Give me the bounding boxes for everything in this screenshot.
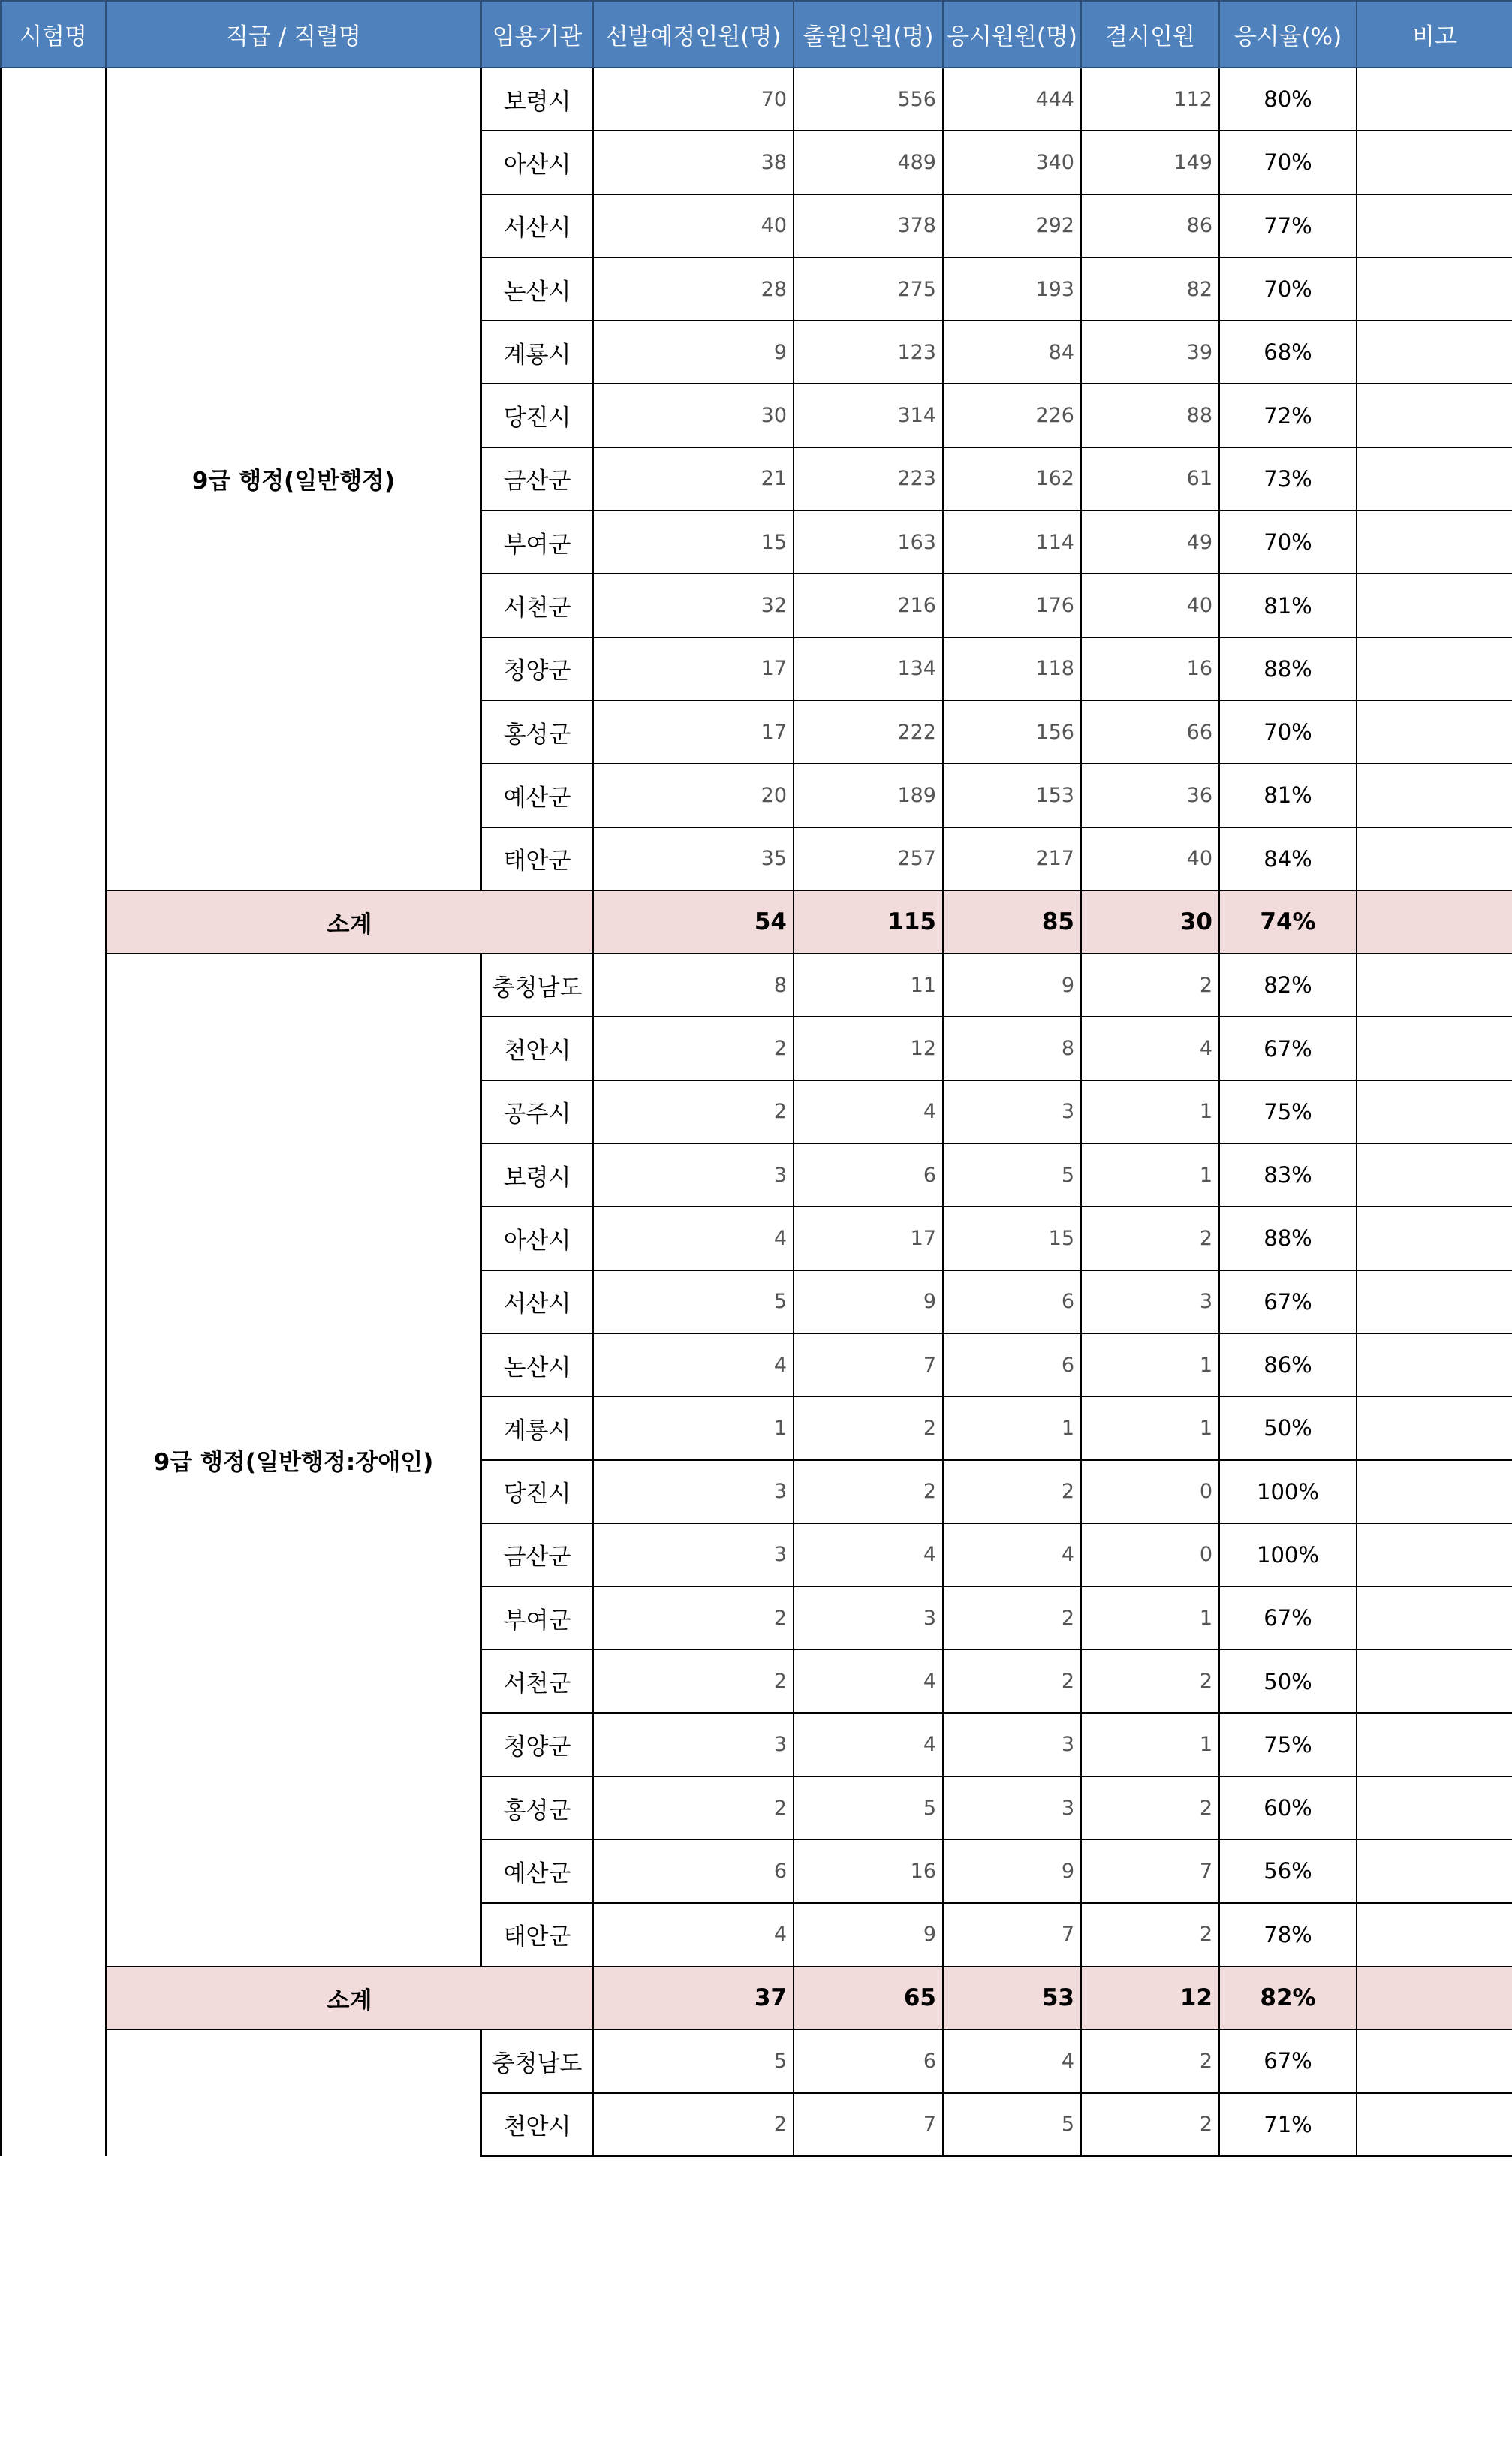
- subtotal-row: [1, 890, 1512, 953]
- examinees-cell: 3: [943, 1776, 1081, 1839]
- applicants-cell: 4: [794, 1523, 943, 1586]
- header-absentees: 결시인원: [1081, 1, 1219, 68]
- header-attendance-rate: 응시율(%): [1219, 1, 1357, 68]
- organization-cell: 계룡시: [481, 321, 593, 384]
- attendance-rate-cell: 50%: [1219, 1396, 1357, 1459]
- organization-cell: 서천군: [481, 1649, 593, 1712]
- remarks-cell: [1357, 700, 1512, 764]
- applicants-cell: 4: [794, 1649, 943, 1712]
- organization-cell: 충청남도: [481, 2029, 593, 2092]
- attendance-rate-cell: 88%: [1219, 1206, 1357, 1270]
- applicants-cell: 134: [794, 637, 943, 700]
- attendance-rate-cell: 77%: [1219, 194, 1357, 258]
- planned-selection-cell: 4: [593, 1903, 794, 1966]
- examinees-cell: 292: [943, 194, 1081, 258]
- absentees-cell: 1: [1081, 1080, 1219, 1143]
- absentees-cell: 1: [1081, 1143, 1219, 1206]
- examinees-cell: 3: [943, 1713, 1081, 1776]
- planned-selection-cell: 17: [593, 637, 794, 700]
- attendance-rate-cell: 86%: [1219, 1333, 1357, 1396]
- remarks-cell: [1357, 1903, 1512, 1966]
- attendance-rate-cell: 70%: [1219, 131, 1357, 194]
- examinees-cell: 444: [943, 68, 1081, 131]
- examinees-cell: 193: [943, 258, 1081, 321]
- planned-selection-cell: 17: [593, 700, 794, 764]
- subtotal-absentees: 12: [1081, 1966, 1219, 2029]
- subtotal-remarks: [1357, 1966, 1512, 2029]
- table-header: [1, 1, 1512, 68]
- applicants-cell: 378: [794, 194, 943, 258]
- examinees-cell: 6: [943, 1270, 1081, 1333]
- applicants-cell: 12: [794, 1017, 943, 1080]
- header-applicants: 출원인원(명): [794, 1, 943, 68]
- applicants-cell: 9: [794, 1270, 943, 1333]
- header-planned-selection: 선발예정인원(명): [593, 1, 794, 68]
- absentees-cell: 40: [1081, 574, 1219, 637]
- attendance-rate-cell: 68%: [1219, 321, 1357, 384]
- organization-cell: 홍성군: [481, 700, 593, 764]
- remarks-cell: [1357, 1143, 1512, 1206]
- remarks-cell: [1357, 637, 1512, 700]
- attendance-rate-cell: 78%: [1219, 1903, 1357, 1966]
- remarks-cell: [1357, 1017, 1512, 1080]
- planned-selection-cell: 8: [593, 953, 794, 1017]
- planned-selection-cell: 15: [593, 511, 794, 574]
- subtotal-applicants: 65: [794, 1966, 943, 2029]
- examinees-cell: 340: [943, 131, 1081, 194]
- organization-cell: 서산시: [481, 194, 593, 258]
- planned-selection-cell: 5: [593, 2029, 794, 2092]
- absentees-cell: 2: [1081, 2093, 1219, 2156]
- planned-selection-cell: 2: [593, 1649, 794, 1712]
- attendance-rate-cell: 81%: [1219, 764, 1357, 827]
- attendance-rate-cell: 56%: [1219, 1839, 1357, 1902]
- examinees-cell: 2: [943, 1460, 1081, 1523]
- attendance-rate-cell: 88%: [1219, 637, 1357, 700]
- examinees-cell: 6: [943, 1333, 1081, 1396]
- subtotal-label: 소계: [106, 1966, 593, 2029]
- organization-cell: 보령시: [481, 68, 593, 131]
- applicants-cell: 489: [794, 131, 943, 194]
- examinees-cell: 176: [943, 574, 1081, 637]
- remarks-cell: [1357, 68, 1512, 131]
- absentees-cell: 2: [1081, 1776, 1219, 1839]
- applicants-cell: 11: [794, 953, 943, 1017]
- table-row: [1, 953, 1512, 1017]
- absentees-cell: 1: [1081, 1333, 1219, 1396]
- examinees-cell: 217: [943, 827, 1081, 890]
- examinees-cell: 9: [943, 953, 1081, 1017]
- attendance-rate-cell: 83%: [1219, 1143, 1357, 1206]
- absentees-cell: 1: [1081, 1586, 1219, 1649]
- subtotal-examinees: 53: [943, 1966, 1081, 2029]
- remarks-cell: [1357, 764, 1512, 827]
- examinees-cell: 156: [943, 700, 1081, 764]
- planned-selection-cell: 3: [593, 1713, 794, 1776]
- table-body: [1, 68, 1512, 2156]
- attendance-rate-cell: 70%: [1219, 258, 1357, 321]
- absentees-cell: 61: [1081, 447, 1219, 511]
- organization-cell: 아산시: [481, 131, 593, 194]
- attendance-rate-cell: 67%: [1219, 1270, 1357, 1333]
- applicants-cell: 5: [794, 1776, 943, 1839]
- remarks-cell: [1357, 511, 1512, 574]
- applicants-cell: 275: [794, 258, 943, 321]
- planned-selection-cell: 35: [593, 827, 794, 890]
- applicants-cell: 223: [794, 447, 943, 511]
- position-name-cell: 9급 행정(일반행정:장애인): [106, 953, 481, 1966]
- absentees-cell: 88: [1081, 384, 1219, 447]
- organization-cell: 논산시: [481, 258, 593, 321]
- attendance-rate-cell: 75%: [1219, 1080, 1357, 1143]
- examinees-cell: 4: [943, 1523, 1081, 1586]
- subtotal-row: [1, 1966, 1512, 2029]
- planned-selection-cell: 28: [593, 258, 794, 321]
- planned-selection-cell: 3: [593, 1143, 794, 1206]
- planned-selection-cell: 9: [593, 321, 794, 384]
- applicants-cell: 123: [794, 321, 943, 384]
- position-name-cell: 9급 행정(일반행정): [106, 68, 481, 890]
- attendance-rate-cell: 84%: [1219, 827, 1357, 890]
- remarks-cell: [1357, 1460, 1512, 1523]
- organization-cell: 예산군: [481, 1839, 593, 1902]
- organization-cell: 충청남도: [481, 953, 593, 1017]
- organization-cell: 서산시: [481, 1270, 593, 1333]
- subtotal-examinees: 85: [943, 890, 1081, 953]
- applicants-cell: 2: [794, 1460, 943, 1523]
- subtotal-remarks: [1357, 890, 1512, 953]
- remarks-cell: [1357, 2093, 1512, 2156]
- absentees-cell: 66: [1081, 700, 1219, 764]
- remarks-cell: [1357, 2029, 1512, 2092]
- remarks-cell: [1357, 321, 1512, 384]
- applicants-cell: 9: [794, 1903, 943, 1966]
- planned-selection-cell: 2: [593, 1586, 794, 1649]
- applicants-cell: 3: [794, 1586, 943, 1649]
- examinees-cell: 162: [943, 447, 1081, 511]
- absentees-cell: 3: [1081, 1270, 1219, 1333]
- attendance-rate-cell: 60%: [1219, 1776, 1357, 1839]
- absentees-cell: 2: [1081, 1649, 1219, 1712]
- organization-cell: 예산군: [481, 764, 593, 827]
- applicants-cell: 16: [794, 1839, 943, 1902]
- organization-cell: 부여군: [481, 1586, 593, 1649]
- remarks-cell: [1357, 447, 1512, 511]
- absentees-cell: 0: [1081, 1460, 1219, 1523]
- planned-selection-cell: 40: [593, 194, 794, 258]
- examinees-cell: 5: [943, 1143, 1081, 1206]
- absentees-cell: 4: [1081, 1017, 1219, 1080]
- attendance-rate-cell: 75%: [1219, 1713, 1357, 1776]
- absentees-cell: 40: [1081, 827, 1219, 890]
- planned-selection-cell: 1: [593, 1396, 794, 1459]
- examinees-cell: 2: [943, 1586, 1081, 1649]
- examinees-cell: 84: [943, 321, 1081, 384]
- applicants-cell: 189: [794, 764, 943, 827]
- attendance-rate-cell: 100%: [1219, 1523, 1357, 1586]
- remarks-cell: [1357, 1713, 1512, 1776]
- remarks-cell: [1357, 1333, 1512, 1396]
- planned-selection-cell: 3: [593, 1523, 794, 1586]
- subtotal-planned-selection: 37: [593, 1966, 794, 2029]
- subtotal-planned-selection: 54: [593, 890, 794, 953]
- planned-selection-cell: 21: [593, 447, 794, 511]
- examinees-cell: 2: [943, 1649, 1081, 1712]
- header-organization: 임용기관: [481, 1, 593, 68]
- remarks-cell: [1357, 1080, 1512, 1143]
- attendance-rate-cell: 100%: [1219, 1460, 1357, 1523]
- absentees-cell: 49: [1081, 511, 1219, 574]
- applicants-cell: 216: [794, 574, 943, 637]
- examinees-cell: 114: [943, 511, 1081, 574]
- attendance-rate-cell: 67%: [1219, 2029, 1357, 2092]
- organization-cell: 공주시: [481, 1080, 593, 1143]
- examinees-cell: 226: [943, 384, 1081, 447]
- remarks-cell: [1357, 194, 1512, 258]
- remarks-cell: [1357, 574, 1512, 637]
- attendance-rate-cell: 72%: [1219, 384, 1357, 447]
- absentees-cell: 7: [1081, 1839, 1219, 1902]
- remarks-cell: [1357, 1523, 1512, 1586]
- absentees-cell: 2: [1081, 1206, 1219, 1270]
- absentees-cell: 2: [1081, 2029, 1219, 2092]
- planned-selection-cell: 30: [593, 384, 794, 447]
- remarks-cell: [1357, 1206, 1512, 1270]
- header-row: [1, 1, 1512, 68]
- subtotal-attendance-rate: 82%: [1219, 1966, 1357, 2029]
- absentees-cell: 82: [1081, 258, 1219, 321]
- remarks-cell: [1357, 258, 1512, 321]
- planned-selection-cell: 2: [593, 1080, 794, 1143]
- applicants-cell: 314: [794, 384, 943, 447]
- remarks-cell: [1357, 1270, 1512, 1333]
- organization-cell: 당진시: [481, 384, 593, 447]
- organization-cell: 태안군: [481, 827, 593, 890]
- header-remarks: 비고: [1357, 1, 1512, 68]
- absentees-cell: 149: [1081, 131, 1219, 194]
- examinees-cell: 1: [943, 1396, 1081, 1459]
- attendance-rate-cell: 71%: [1219, 2093, 1357, 2156]
- absentees-cell: 1: [1081, 1713, 1219, 1776]
- table-row: [1, 68, 1512, 131]
- planned-selection-cell: 4: [593, 1333, 794, 1396]
- organization-cell: 아산시: [481, 1206, 593, 1270]
- subtotal-label: 소계: [106, 890, 593, 953]
- organization-cell: 당진시: [481, 1460, 593, 1523]
- organization-cell: 천안시: [481, 1017, 593, 1080]
- applicants-cell: 222: [794, 700, 943, 764]
- examinees-cell: 5: [943, 2093, 1081, 2156]
- planned-selection-cell: 4: [593, 1206, 794, 1270]
- applicants-cell: 4: [794, 1080, 943, 1143]
- attendance-rate-cell: 82%: [1219, 953, 1357, 1017]
- planned-selection-cell: 32: [593, 574, 794, 637]
- remarks-cell: [1357, 1586, 1512, 1649]
- planned-selection-cell: 5: [593, 1270, 794, 1333]
- planned-selection-cell: 2: [593, 2093, 794, 2156]
- subtotal-absentees: 30: [1081, 890, 1219, 953]
- absentees-cell: 0: [1081, 1523, 1219, 1586]
- remarks-cell: [1357, 827, 1512, 890]
- header-exam-name: 시험명: [1, 1, 106, 68]
- applicants-cell: 2: [794, 1396, 943, 1459]
- examinees-cell: 15: [943, 1206, 1081, 1270]
- attendance-rate-cell: 67%: [1219, 1017, 1357, 1080]
- absentees-cell: 2: [1081, 953, 1219, 1017]
- remarks-cell: [1357, 1839, 1512, 1902]
- attendance-rate-cell: 70%: [1219, 700, 1357, 764]
- applicants-cell: 6: [794, 2029, 943, 2092]
- organization-cell: 천안시: [481, 2093, 593, 2156]
- attendance-rate-cell: 81%: [1219, 574, 1357, 637]
- organization-cell: 청양군: [481, 637, 593, 700]
- examinees-cell: 3: [943, 1080, 1081, 1143]
- remarks-cell: [1357, 131, 1512, 194]
- organization-cell: 청양군: [481, 1713, 593, 1776]
- organization-cell: 계룡시: [481, 1396, 593, 1459]
- examinees-cell: 153: [943, 764, 1081, 827]
- examinees-cell: 7: [943, 1903, 1081, 1966]
- applicants-cell: 17: [794, 1206, 943, 1270]
- organization-cell: 부여군: [481, 511, 593, 574]
- planned-selection-cell: 38: [593, 131, 794, 194]
- organization-cell: 금산군: [481, 1523, 593, 1586]
- remarks-cell: [1357, 953, 1512, 1017]
- absentees-cell: 86: [1081, 194, 1219, 258]
- remarks-cell: [1357, 1776, 1512, 1839]
- examinees-cell: 118: [943, 637, 1081, 700]
- position-name-cell: [106, 2029, 481, 2156]
- organization-cell: 논산시: [481, 1333, 593, 1396]
- applicants-cell: 7: [794, 1333, 943, 1396]
- header-position: 직급 / 직렬명: [106, 1, 481, 68]
- header-examinees: 응시원원(명): [943, 1, 1081, 68]
- organization-cell: 금산군: [481, 447, 593, 511]
- remarks-cell: [1357, 1649, 1512, 1712]
- organization-cell: 홍성군: [481, 1776, 593, 1839]
- examinees-cell: 8: [943, 1017, 1081, 1080]
- planned-selection-cell: 2: [593, 1776, 794, 1839]
- planned-selection-cell: 20: [593, 764, 794, 827]
- absentees-cell: 36: [1081, 764, 1219, 827]
- subtotal-attendance-rate: 74%: [1219, 890, 1357, 953]
- planned-selection-cell: 2: [593, 1017, 794, 1080]
- absentees-cell: 2: [1081, 1903, 1219, 1966]
- absentees-cell: 112: [1081, 68, 1219, 131]
- examinees-cell: 4: [943, 2029, 1081, 2092]
- applicants-cell: 556: [794, 68, 943, 131]
- remarks-cell: [1357, 1396, 1512, 1459]
- attendance-rate-cell: 70%: [1219, 511, 1357, 574]
- remarks-cell: [1357, 384, 1512, 447]
- attendance-rate-cell: 73%: [1219, 447, 1357, 511]
- attendance-rate-cell: 80%: [1219, 68, 1357, 131]
- subtotal-applicants: 115: [794, 890, 943, 953]
- absentees-cell: 16: [1081, 637, 1219, 700]
- exam-name-cell: [1, 68, 106, 2156]
- planned-selection-cell: 6: [593, 1839, 794, 1902]
- organization-cell: 태안군: [481, 1903, 593, 1966]
- applicants-cell: 4: [794, 1713, 943, 1776]
- attendance-rate-cell: 50%: [1219, 1649, 1357, 1712]
- applicants-cell: 7: [794, 2093, 943, 2156]
- table-row: [1, 2029, 1512, 2092]
- organization-cell: 보령시: [481, 1143, 593, 1206]
- attendance-rate-cell: 67%: [1219, 1586, 1357, 1649]
- planned-selection-cell: 70: [593, 68, 794, 131]
- absentees-cell: 1: [1081, 1396, 1219, 1459]
- examinees-cell: 9: [943, 1839, 1081, 1902]
- organization-cell: 서천군: [481, 574, 593, 637]
- absentees-cell: 39: [1081, 321, 1219, 384]
- applicants-cell: 257: [794, 827, 943, 890]
- planned-selection-cell: 3: [593, 1460, 794, 1523]
- applicants-cell: 6: [794, 1143, 943, 1206]
- applicants-cell: 163: [794, 511, 943, 574]
